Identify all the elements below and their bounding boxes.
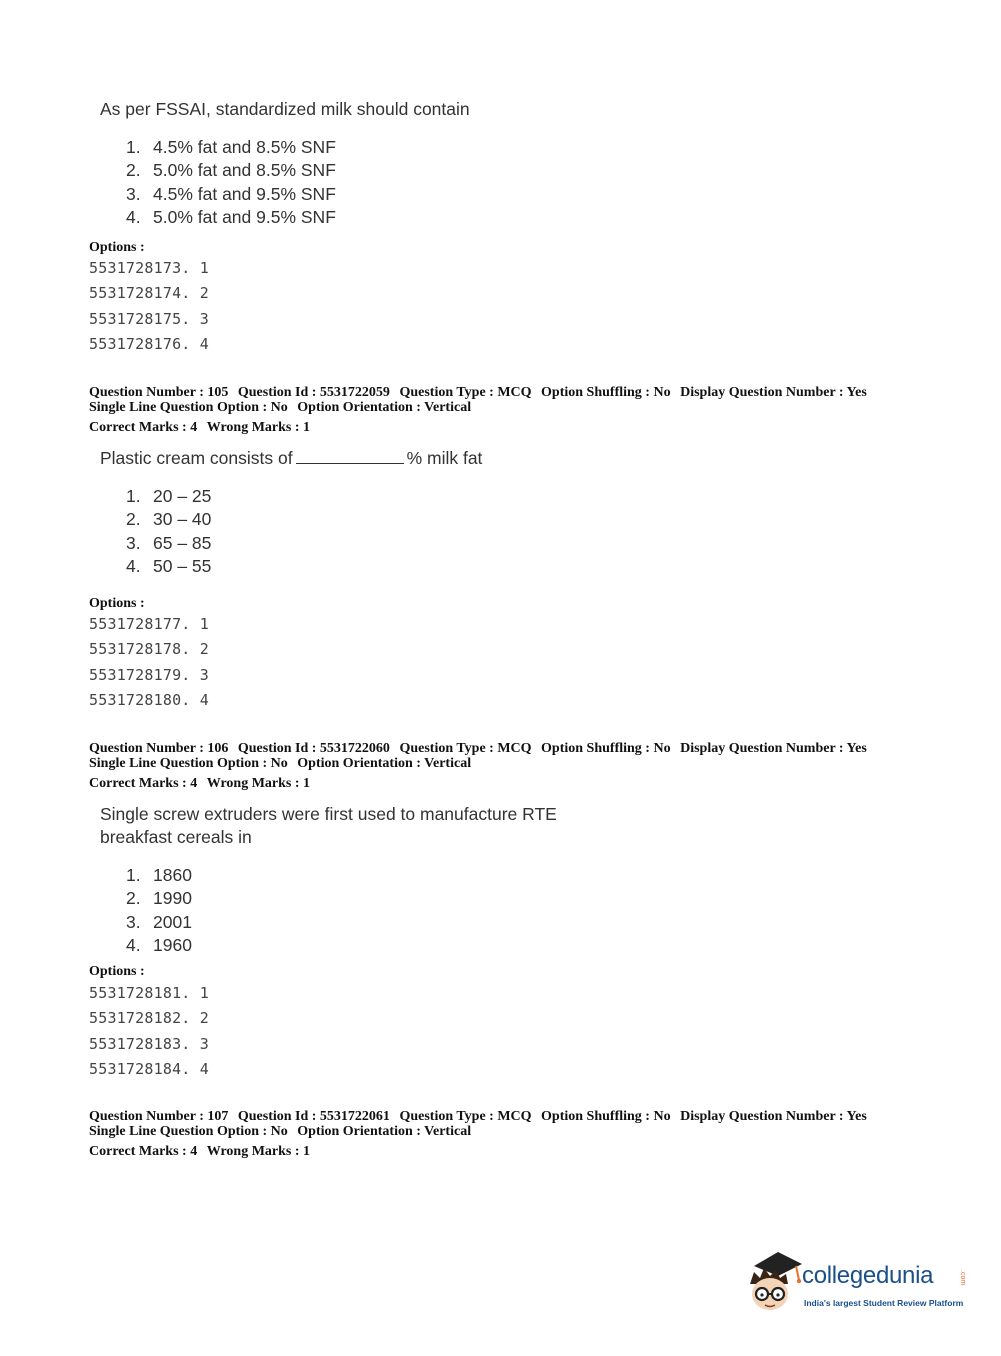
logo-wordmark: collegedunia [802, 1262, 934, 1289]
choice-item: 1. 1860 [126, 865, 192, 885]
student-mascot-icon [744, 1250, 804, 1318]
question-meta: Question Number : 107 Question Id : 5531722061 Question Type : MCQ Option Shuffling : No Display Question Number : Yes Single Line Question Option : No Option Orientation : Vertical Correct Marks : 4 Wrong Marks : 1 [89, 1109, 867, 1159]
options-label: Options : [89, 596, 145, 611]
choice-item: 3. 65 – 85 [126, 532, 212, 553]
question-meta: Question Number : 105 Question Id : 5531722059 Question Type : MCQ Option Shuffling : No Display Question Number : Yes Single Line Question Option : No Option Orientation : Vertical Correct Marks : 4 Wrong Marks : 1 [89, 385, 867, 435]
choice-item: 2. 30 – 40 [126, 509, 212, 530]
logo-tagline: India's largest Student Review Platform [804, 1298, 964, 1308]
choice-item: 2. 5.0% fat and 8.5% SNF [126, 160, 336, 181]
option-id: 5531728180. 4 [89, 690, 209, 709]
choice-list [126, 485, 211, 578]
option-id: 5531728178. 2 [89, 640, 209, 659]
choice-item: 2. 1990 [126, 888, 192, 909]
option-id-list [89, 612, 209, 713]
choice-item: 4. 1960 [126, 934, 192, 955]
answer-blank [296, 449, 404, 464]
option-id: 5531728174. 2 [89, 284, 209, 303]
choice-list [126, 136, 336, 229]
option-id: 5531728176. 4 [89, 334, 209, 353]
logo-suffix: .com [959, 1270, 966, 1286]
option-id: 5531728177. 1 [89, 615, 209, 633]
option-id-list [89, 256, 209, 357]
option-id: 5531728173. 1 [89, 259, 209, 277]
option-id: 5531728182. 2 [89, 1009, 209, 1028]
option-id: 5531728184. 4 [89, 1059, 209, 1078]
choice-item: 1. 4.5% fat and 8.5% SNF [126, 137, 336, 157]
option-id-list [89, 981, 209, 1082]
options-label: Options : [89, 964, 145, 979]
option-id: 5531728181. 1 [89, 984, 209, 1002]
option-id: 5531728175. 3 [89, 309, 209, 328]
question-text: As per FSSAI, standardized milk should contain [100, 99, 470, 119]
question-text: Plastic cream consists of % milk fat [100, 448, 483, 468]
option-id: 5531728183. 3 [89, 1034, 209, 1053]
question-text: Single screw extruders were first used to manufacture RTE breakfast cereals in [100, 804, 557, 847]
choice-item: 4. 5.0% fat and 9.5% SNF [126, 206, 336, 227]
options-label: Options : [89, 240, 145, 255]
question-meta: Question Number : 106 Question Id : 5531722060 Question Type : MCQ Option Shuffling : No Display Question Number : Yes Single Line Question Option : No Option Orientation : Vertical Correct Marks : 4 Wrong Marks : 1 [89, 741, 867, 791]
choice-item: 4. 50 – 55 [126, 555, 212, 576]
choice-item: 1. 20 – 25 [126, 486, 212, 506]
choice-item: 3. 4.5% fat and 9.5% SNF [126, 183, 336, 204]
collegedunia-logo [744, 1250, 970, 1320]
choice-list [126, 864, 192, 957]
choice-item: 3. 2001 [126, 911, 192, 932]
option-id: 5531728179. 3 [89, 665, 209, 684]
